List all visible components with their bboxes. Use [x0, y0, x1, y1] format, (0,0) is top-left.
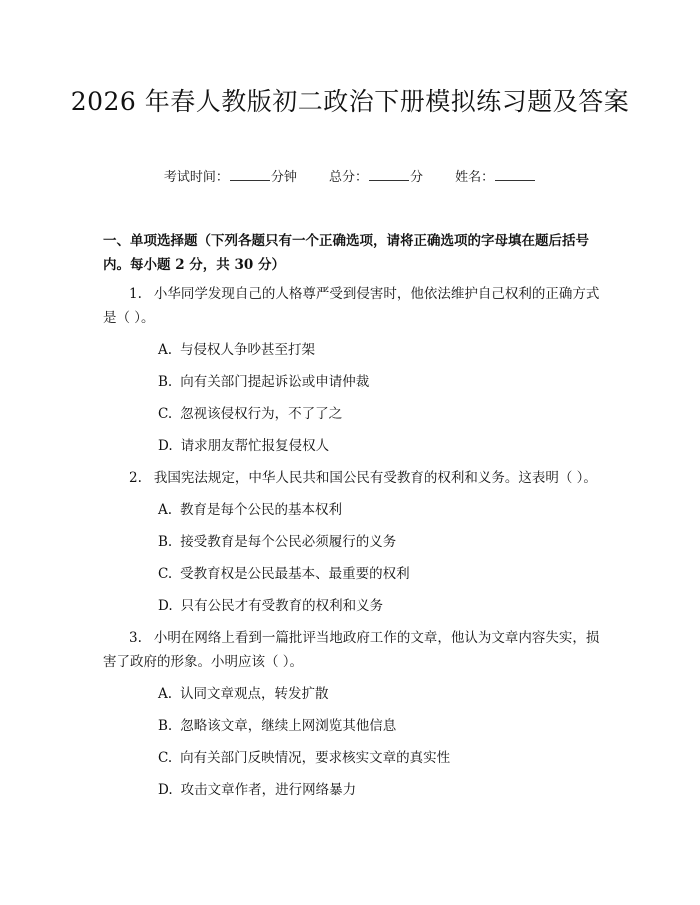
exam-time-blank	[230, 168, 270, 181]
question-number: 1.	[129, 286, 142, 302]
option-c	[103, 402, 600, 426]
option-letter: B.	[158, 374, 173, 390]
option-text: 向有关部门提起诉讼或申请仲裁	[180, 374, 370, 390]
option-letter: D.	[158, 438, 173, 454]
question-1	[103, 282, 600, 458]
question-list	[103, 282, 600, 810]
total-score-blank	[369, 168, 409, 181]
option-text: 忽略该文章，继续上网浏览其他信息	[180, 718, 397, 734]
question-text: 小华同学发现自己的人格尊严受到侵害时，他依法维护自己权利的正确方式是（ ）。	[103, 286, 600, 326]
total-score-unit: 分	[410, 170, 424, 185]
question-number: 3.	[129, 630, 142, 646]
question-2	[103, 466, 600, 618]
question-stem	[103, 466, 600, 490]
exam-time-field	[164, 168, 297, 188]
option-text: 与侵权人争吵甚至打架	[180, 342, 316, 358]
option-text: 向有关部门反映情况，要求核实文章的真实性	[180, 750, 451, 766]
option-c	[103, 562, 600, 586]
question-number: 2.	[129, 470, 142, 486]
option-d	[103, 778, 600, 802]
option-text: 认同文章观点，转发扩散	[180, 686, 329, 702]
student-name-blank	[495, 168, 535, 181]
option-text: 只有公民才有受教育的权利和义务	[180, 598, 384, 614]
option-letter: B.	[158, 718, 173, 734]
option-letter: A.	[158, 342, 173, 358]
option-letter: C.	[158, 406, 173, 422]
option-c	[103, 746, 600, 770]
question-text: 我国宪法规定，中华人民共和国公民有受教育的权利和义务。这表明（ ）。	[153, 470, 597, 486]
option-letter: D.	[158, 782, 173, 798]
option-text: 攻击文章作者，进行网络暴力	[180, 782, 357, 798]
section-title: 一、单项选择题（下列各题只有一个正确选项，请将正确选项的字母填在题后括号内。每小题 2 分，共 30 分）	[103, 233, 589, 273]
option-letter: A.	[158, 686, 173, 702]
question-text: 小明在网络上看到一篇批评当地政府工作的文章，他认为文章内容失实，损害了政府的形象。小明应该（ ）。	[103, 630, 600, 670]
option-a	[103, 498, 600, 522]
option-b	[103, 530, 600, 554]
question-3	[103, 626, 600, 802]
option-d	[103, 594, 600, 618]
option-a	[103, 682, 600, 706]
option-letter: B.	[158, 534, 173, 550]
exam-info	[0, 168, 700, 188]
option-b	[103, 714, 600, 738]
option-text: 受教育权是公民最基本、最重要的权利	[180, 566, 410, 582]
question-stem	[103, 282, 600, 330]
exam-time-label: 考试时间：	[163, 170, 229, 185]
option-b	[103, 370, 600, 394]
total-score-field	[329, 168, 423, 188]
option-text: 忽视该侵权行为，不了了之	[180, 406, 343, 422]
option-letter: A.	[158, 502, 173, 518]
page-title: 2026 年春人教版初二政治下册模拟练习题及答案	[70, 87, 630, 116]
student-name-field	[455, 168, 536, 188]
option-letter: C.	[158, 566, 173, 582]
student-name-label: 姓名：	[455, 170, 495, 185]
option-d	[103, 434, 600, 458]
option-letter: D.	[158, 598, 173, 614]
total-score-label: 总分：	[328, 170, 368, 185]
question-stem	[103, 626, 600, 674]
option-text: 请求朋友帮忙报复侵权人	[180, 438, 330, 454]
option-text: 教育是每个公民的基本权利	[180, 502, 343, 518]
option-a	[103, 338, 600, 362]
option-text: 接受教育是每个公民必须履行的义务	[180, 534, 397, 550]
exam-time-unit: 分钟	[270, 170, 297, 185]
option-letter: C.	[158, 750, 173, 766]
